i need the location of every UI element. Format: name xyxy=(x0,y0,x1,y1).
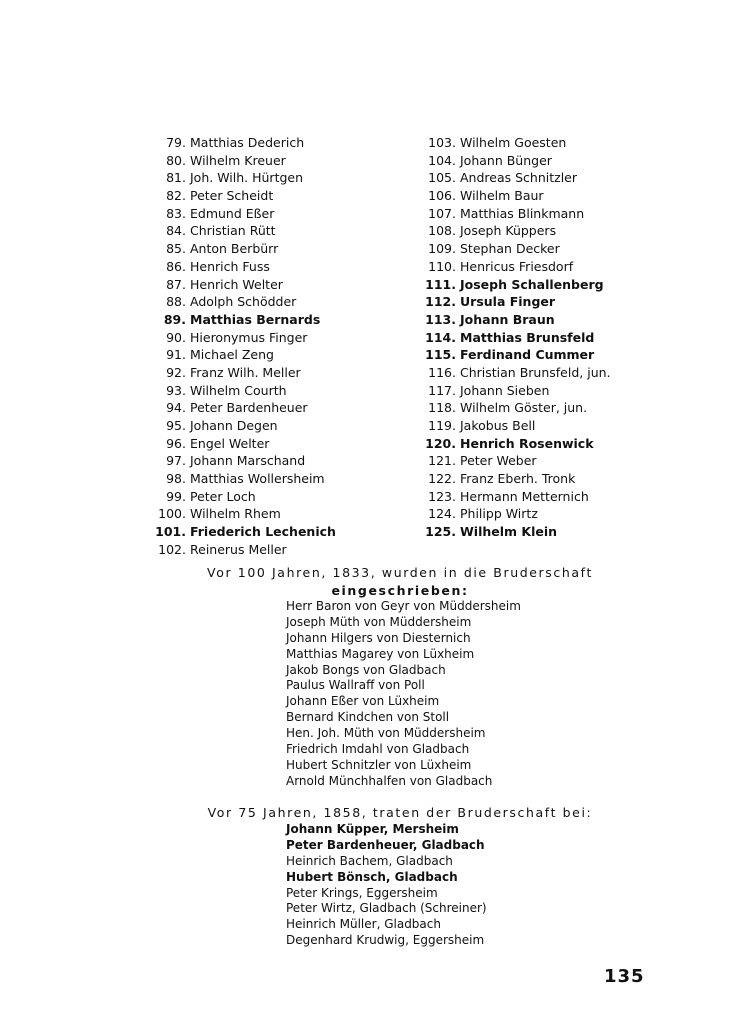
entry-name: Henrich Welter xyxy=(190,276,283,292)
entry-name: Joh. Wilh. Hürtgen xyxy=(190,170,304,186)
member-entry xyxy=(418,329,718,347)
entry-number: 88. xyxy=(166,294,186,310)
member-entry xyxy=(418,470,718,488)
list-item: Paulus Wallraff von Poll xyxy=(286,678,425,693)
member-entry xyxy=(418,364,718,382)
member-entry xyxy=(152,258,402,276)
list-item: Arnold Münchhalfen von Gladbach xyxy=(286,773,493,788)
member-entry xyxy=(152,382,402,400)
entry-name: Hieronymus Finger xyxy=(190,329,308,345)
entry-number: 83. xyxy=(166,205,186,221)
member-entry xyxy=(418,435,718,453)
entry-name: Peter Scheidt xyxy=(190,188,274,204)
member-entry xyxy=(418,258,718,276)
member-entry xyxy=(152,505,402,523)
entry-number: 115. xyxy=(425,347,456,363)
member-entry xyxy=(418,222,718,240)
entry-name: Joseph Schallenberg xyxy=(460,276,604,292)
entry-name: Matthias Dederich xyxy=(190,135,305,150)
name-list-1833 xyxy=(286,599,521,790)
entry-name: Jakobus Bell xyxy=(460,418,536,433)
entry-number: 101. xyxy=(155,524,186,540)
member-entry xyxy=(418,169,718,187)
entry-number: 98. xyxy=(166,471,186,487)
entry-number: 89. xyxy=(163,311,186,327)
entry-number: 85. xyxy=(166,241,186,257)
entry-number: 120. xyxy=(425,435,456,451)
member-entry xyxy=(418,382,718,400)
member-entry xyxy=(152,293,402,311)
member-entry xyxy=(152,364,402,382)
entry-name: Wilhelm Kreuer xyxy=(190,152,286,168)
member-entry xyxy=(152,523,402,541)
entry-name: Stephan Decker xyxy=(460,241,560,257)
entry-name: Wilhelm Courth xyxy=(190,382,287,398)
entry-name: Johann Sieben xyxy=(460,382,550,398)
list-item: Herr Baron von Geyr von Müddersheim xyxy=(286,599,521,613)
entry-number: 124. xyxy=(428,506,456,522)
entry-name: Johann Degen xyxy=(190,418,278,433)
entry-name: Matthias Bernards xyxy=(190,311,321,327)
entry-name: Ursula Finger xyxy=(460,294,556,310)
entry-number: 84. xyxy=(166,223,186,239)
member-entry xyxy=(152,276,402,294)
member-entry xyxy=(418,134,718,152)
entry-number: 90. xyxy=(166,329,186,345)
entry-name: Michael Zeng xyxy=(190,347,274,363)
entry-number: 105. xyxy=(428,170,456,186)
entry-number: 92. xyxy=(166,364,186,380)
entry-name: Christian Rütt xyxy=(190,223,276,239)
page-number: 135 xyxy=(604,966,645,987)
member-entry xyxy=(152,452,402,470)
member-entry xyxy=(152,399,402,417)
list-item: Matthias Magarey von Lüxheim xyxy=(286,646,475,661)
entry-number: 108. xyxy=(428,223,456,239)
entry-number: 91. xyxy=(166,347,186,363)
entry-number: 121. xyxy=(428,453,456,469)
entry-name: Hermann Metternich xyxy=(460,488,589,504)
entry-number: 94. xyxy=(166,400,186,416)
entry-number: 103. xyxy=(428,135,456,150)
member-entry xyxy=(418,311,718,329)
entry-name: Johann Marschand xyxy=(190,453,306,469)
entry-name: Henrich Rosenwick xyxy=(460,435,594,451)
entry-name: Friederich Lechenich xyxy=(190,524,336,540)
list-item: Bernard Kindchen von Stoll xyxy=(286,710,450,725)
entry-name: Henricus Friesdorf xyxy=(460,258,574,274)
list-item: Heinrich Müller, Gladbach xyxy=(286,917,441,932)
list-item: Hubert Bönsch, Gladbach xyxy=(286,869,458,884)
member-entry xyxy=(152,417,402,435)
entry-number: 100. xyxy=(158,506,186,522)
entry-name: Franz Eberh. Tronk xyxy=(460,471,576,487)
entry-name: Matthias Wollersheim xyxy=(190,471,325,487)
entry-name: Peter Bardenheuer xyxy=(190,400,308,416)
entry-number: 87. xyxy=(166,276,186,292)
member-entry xyxy=(152,346,402,364)
entry-number: 113. xyxy=(425,311,456,327)
member-entry xyxy=(418,505,718,523)
list-item: Degenhard Krudwig, Eggersheim xyxy=(286,933,485,948)
member-entry xyxy=(418,293,718,311)
entry-number: 96. xyxy=(166,435,186,451)
entry-number: 109. xyxy=(428,241,456,257)
member-entry xyxy=(418,205,718,223)
member-entry xyxy=(418,399,718,417)
entry-number: 104. xyxy=(428,152,456,168)
entry-number: 97. xyxy=(166,453,186,469)
entry-name: Wilhelm Baur xyxy=(460,188,544,204)
entry-number: 106. xyxy=(428,188,456,204)
list-item: Hubert Schnitzler von Lüxheim xyxy=(286,757,472,772)
entry-name: Andreas Schnitzler xyxy=(460,170,577,186)
section-heading-1833: Vor 100 Jahren, 1833, wurden in die Bruderschaft xyxy=(207,565,593,580)
entry-number: 93. xyxy=(166,382,186,398)
entry-number: 111. xyxy=(425,276,456,292)
entry-number: 102. xyxy=(158,541,186,557)
entry-name: Philipp Wirtz xyxy=(460,506,538,522)
member-entry xyxy=(418,152,718,170)
list-item: Friedrich Imdahl von Gladbach xyxy=(286,742,470,757)
member-entry xyxy=(152,435,402,453)
entry-name: Wilhelm Göster, jun. xyxy=(460,400,588,416)
member-entry xyxy=(152,311,402,329)
list-item: Jakob Bongs von Gladbach xyxy=(286,662,446,677)
entry-name: Peter Weber xyxy=(460,453,537,469)
entry-name: Engel Welter xyxy=(190,435,270,451)
list-item: Peter Krings, Eggersheim xyxy=(286,885,438,900)
section-heading-1858: Vor 75 Jahren, 1858, traten der Bruderschaft bei: xyxy=(207,805,593,820)
member-entry xyxy=(152,488,402,506)
member-list-right xyxy=(418,134,718,541)
entry-name: Christian Brunsfeld, jun. xyxy=(460,364,611,380)
member-entry xyxy=(418,417,718,435)
entry-number: 117. xyxy=(428,382,456,398)
member-entry xyxy=(152,470,402,488)
entry-name: Wilhelm Rhem xyxy=(190,506,281,522)
entry-name: Edmund Eßer xyxy=(190,205,275,221)
entry-number: 123. xyxy=(428,488,456,504)
entry-name: Franz Wilh. Meller xyxy=(190,364,301,380)
member-entry xyxy=(152,222,402,240)
member-entry xyxy=(418,240,718,258)
entry-number: 114. xyxy=(425,329,456,345)
entry-number: 86. xyxy=(166,258,186,274)
entry-name: Johann Bünger xyxy=(460,152,552,168)
list-item: Peter Bardenheuer, Gladbach xyxy=(286,837,485,852)
entry-number: 99. xyxy=(166,488,186,504)
entry-number: 95. xyxy=(166,418,186,433)
entry-number: 81. xyxy=(166,170,186,186)
member-entry xyxy=(418,187,718,205)
entry-name: Wilhelm Klein xyxy=(460,524,558,540)
entry-number: 119. xyxy=(428,418,456,433)
entry-number: 112. xyxy=(425,294,456,310)
member-entry xyxy=(152,329,402,347)
member-entry xyxy=(418,523,718,541)
entry-number: 79. xyxy=(166,135,186,150)
list-item: Johann Hilgers von Diesternich xyxy=(286,630,471,645)
member-entry xyxy=(152,205,402,223)
member-entry xyxy=(418,346,718,364)
member-entry xyxy=(418,452,718,470)
member-entry xyxy=(152,240,402,258)
entry-number: 125. xyxy=(425,524,456,540)
list-item: Joseph Müth von Müddersheim xyxy=(286,614,472,629)
member-entry xyxy=(152,169,402,187)
member-entry xyxy=(418,488,718,506)
member-entry xyxy=(152,541,402,559)
list-item: Johann Eßer von Lüxheim xyxy=(286,694,440,709)
entry-number: 107. xyxy=(428,205,456,221)
entry-number: 80. xyxy=(166,152,186,168)
entry-name: Matthias Brunsfeld xyxy=(460,329,595,345)
entry-name: Henrich Fuss xyxy=(190,258,270,274)
entry-name: Joseph Küppers xyxy=(460,223,557,239)
name-list-1858 xyxy=(286,822,487,949)
list-item: Johann Küpper, Mersheim xyxy=(286,822,459,836)
entry-number: 118. xyxy=(428,400,456,416)
entry-name: Peter Loch xyxy=(190,488,256,504)
member-entry xyxy=(152,187,402,205)
entry-name: Johann Braun xyxy=(460,311,555,327)
list-item: Hen. Joh. Müth von Müddersheim xyxy=(286,726,486,741)
entry-number: 82. xyxy=(166,188,186,204)
section-heading-1833-continuation: eingeschrieben: xyxy=(331,583,469,598)
list-item: Heinrich Bachem, Gladbach xyxy=(286,853,453,868)
member-entry xyxy=(152,134,402,152)
entry-name: Reinerus Meller xyxy=(190,541,287,557)
entry-name: Ferdinand Cummer xyxy=(460,347,595,363)
entry-name: Matthias Blinkmann xyxy=(460,205,585,221)
list-item: Peter Wirtz, Gladbach (Schreiner) xyxy=(286,901,487,916)
member-entry xyxy=(418,276,718,294)
member-list-left xyxy=(152,134,402,559)
entry-name: Anton Berbürr xyxy=(190,241,279,257)
entry-name: Wilhelm Goesten xyxy=(460,135,567,150)
entry-number: 122. xyxy=(428,471,456,487)
member-entry xyxy=(152,152,402,170)
entry-number: 116. xyxy=(428,364,456,380)
entry-number: 110. xyxy=(428,258,456,274)
entry-name: Adolph Schödder xyxy=(190,294,297,310)
